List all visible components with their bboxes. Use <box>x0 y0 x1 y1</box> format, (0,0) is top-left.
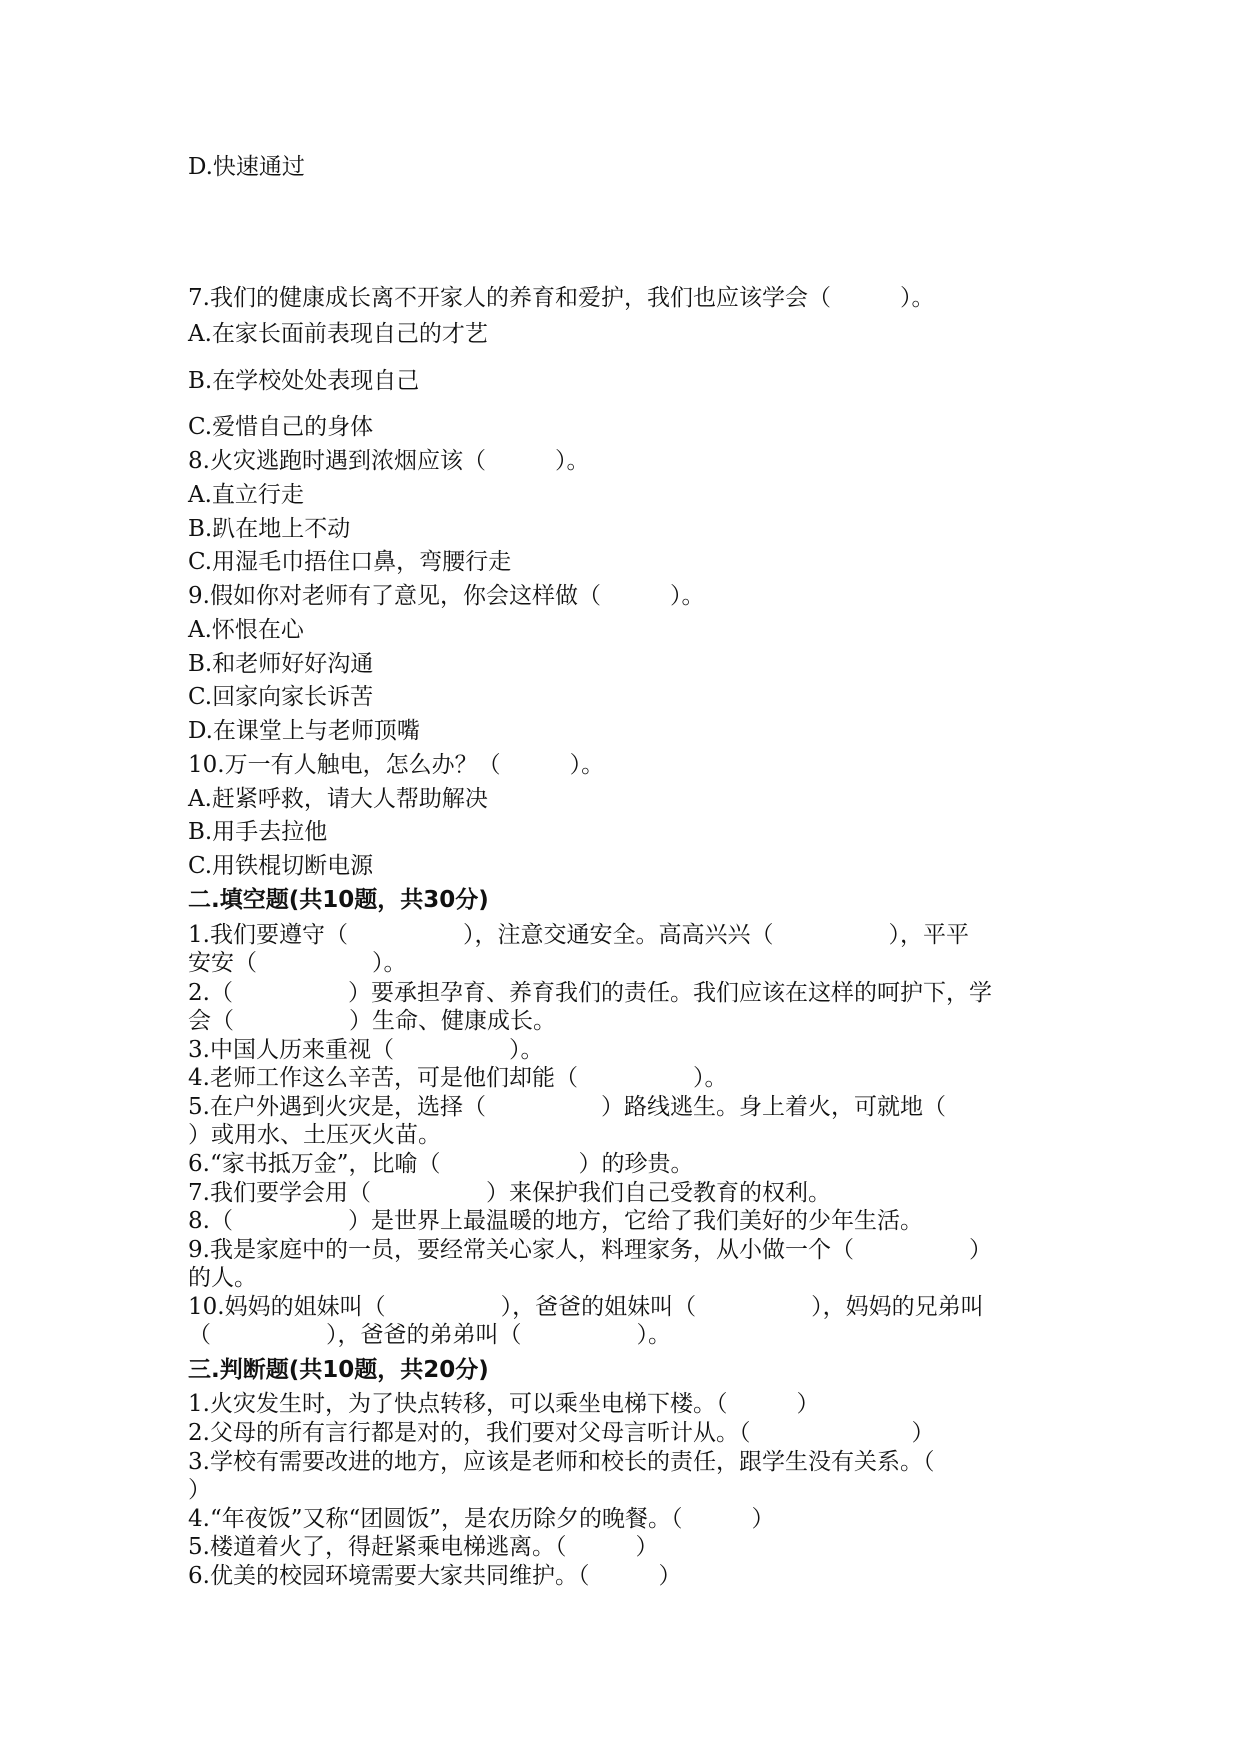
question-7-option-a: A.在家长面前表现自己的才艺 <box>188 321 488 347</box>
question-8-option-a: A.直立行走 <box>188 482 304 508</box>
fill-line: 3.中国人历来重视（ ）。 <box>188 1037 544 1063</box>
fill-line: 安安（ ）。 <box>188 950 407 976</box>
fill-line: 会（ ）生命、健康成长。 <box>188 1008 556 1034</box>
judge-line: 2.父母的所有言行都是对的，我们要对父母言听计从。（ ） <box>188 1420 935 1446</box>
fill-line: 8.（ ）是世界上最温暖的地方，它给了我们美好的少年生活。 <box>188 1208 923 1234</box>
judge-line: 1.火灾发生时，为了快点转移，可以乘坐电梯下楼。（ ） <box>188 1391 820 1417</box>
question-10-stem: 10.万一有人触电，怎么办？（ ）。 <box>188 752 605 778</box>
question-7-option-c: C.爱惜自己的身体 <box>188 414 374 440</box>
fill-line: 5.在户外遇到火灾是，选择（ ）路线逃生。身上着火，可就地（ <box>188 1094 946 1120</box>
fill-line: 2.（ ）要承担孕育、养育我们的责任。我们应该在这样的呵护下，学 <box>188 980 992 1006</box>
question-7-stem: 7.我们的健康成长离不开家人的养育和爱护，我们也应该学会（ ）。 <box>188 285 935 311</box>
question-9-stem: 9.假如你对老师有了意见，你会这样做（ ）。 <box>188 583 705 609</box>
question-10-option-c: C.用铁棍切断电源 <box>188 853 374 879</box>
question-10-option-b: B.用手去拉他 <box>188 819 328 845</box>
section-2-heading: 二.填空题(共10题，共30分) <box>188 887 489 913</box>
question-9-option-a: A.怀恨在心 <box>188 617 304 643</box>
fill-line: ）或用水、土压灭火苗。 <box>188 1122 441 1148</box>
fill-line: 6.“家书抵万金”，比喻（ ）的珍贵。 <box>188 1151 694 1177</box>
judge-line: ） <box>188 1477 211 1503</box>
question-8-option-c: C.用湿毛巾捂住口鼻，弯腰行走 <box>188 549 512 575</box>
fill-line: 9.我是家庭中的一员，要经常关心家人，料理家务，从小做一个（ ） <box>188 1237 992 1263</box>
question-8-stem: 8.火灾逃跑时遇到浓烟应该（ ）。 <box>188 448 590 474</box>
fill-line: 10.妈妈的姐妹叫（ ），爸爸的姐妹叫（ ），妈妈的兄弟叫 <box>188 1294 984 1320</box>
fill-line: 7.我们要学会用（ ）来保护我们自己受教育的权利。 <box>188 1180 831 1206</box>
question-8-option-b: B.趴在地上不动 <box>188 516 351 542</box>
judge-line: 4.“年夜饭”又称“团圆饭”，是农历除夕的晚餐。（ ） <box>188 1506 775 1532</box>
fill-line: 的人。 <box>188 1265 257 1291</box>
question-9-option-b: B.和老师好好沟通 <box>188 651 374 677</box>
question-7-option-b: B.在学校处处表现自己 <box>188 368 420 394</box>
question-10-option-a: A.赶紧呼救，请大人帮助解决 <box>188 786 488 812</box>
fill-line: 1.我们要遵守（ ），注意交通安全。高高兴兴（ ），平平 <box>188 922 969 948</box>
question-9-option-c: C.回家向家长诉苦 <box>188 684 374 710</box>
fill-line: 4.老师工作这么辛苦，可是他们却能（ ）。 <box>188 1065 728 1091</box>
judge-line: 3.学校有需要改进的地方，应该是老师和校长的责任，跟学生没有关系。（ <box>188 1449 935 1475</box>
section-3-heading: 三.判断题(共10题，共20分) <box>188 1357 489 1383</box>
option-6-d: D.快速通过 <box>188 154 305 180</box>
judge-line: 5.楼道着火了，得赶紧乘电梯逃离。（ ） <box>188 1534 659 1560</box>
judge-line: 6.优美的校园环境需要大家共同维护。（ ） <box>188 1563 682 1589</box>
question-9-option-d: D.在课堂上与老师顶嘴 <box>188 718 420 744</box>
fill-line: （ ），爸爸的弟弟叫（ ）。 <box>188 1322 671 1348</box>
